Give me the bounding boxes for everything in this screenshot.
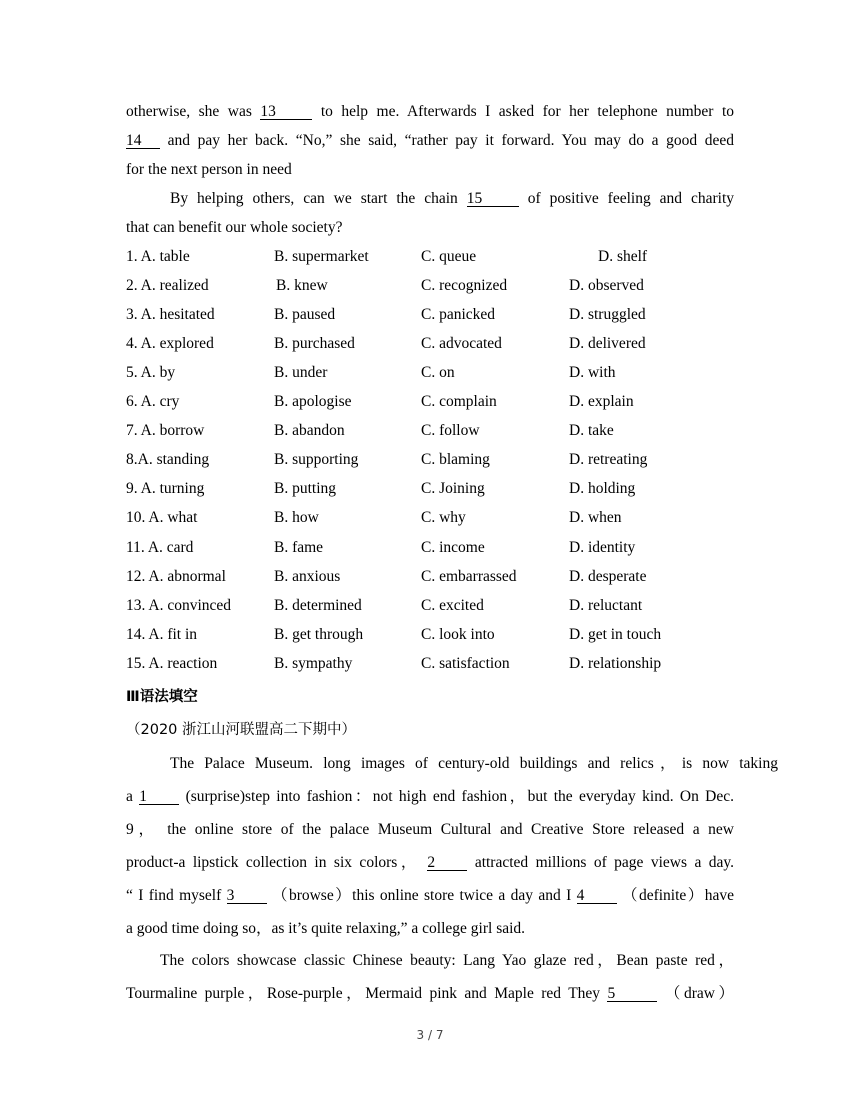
passage-line-5: that can benefit our whole society? xyxy=(126,219,343,236)
option-q7-a: 7. A. borrow xyxy=(126,422,205,440)
option-q1-c: C. queue xyxy=(421,248,477,265)
option-q5-b: B. under xyxy=(274,364,328,382)
passage-line-4 xyxy=(126,190,734,208)
blank-5: 5 xyxy=(607,986,657,1002)
grammar-line-8 xyxy=(126,981,734,1003)
option-q4-d: D. delivered xyxy=(569,335,646,353)
option-q2-c: C. recognized xyxy=(421,277,508,295)
page-number: 3 / 7 xyxy=(416,1028,444,1042)
option-q10-b: B. how xyxy=(274,509,319,527)
passage-line-3: for the next person in need xyxy=(126,161,292,178)
grammar-line-5 xyxy=(126,883,734,905)
grammar-text: a xyxy=(126,788,133,805)
grammar-line-7: The colors showcase classic Chinese beauty: Lang Yao glaze red，Bean paste red， xyxy=(160,952,734,969)
option-q1-a: 1. A. table xyxy=(126,248,190,265)
option-q15-a: 15. A. reaction xyxy=(126,654,218,672)
option-q13-d: D. reluctant xyxy=(569,596,643,614)
option-q14-d: D. get in touch xyxy=(569,625,662,643)
option-q12-b: B. anxious xyxy=(274,567,341,585)
option-q3-a: 3. A. hesitated xyxy=(126,306,215,324)
grammar-line-1: The Palace Museum. long images of century-old buildings and relics，is now taking xyxy=(170,755,778,772)
option-q11-a: 11. A. card xyxy=(126,538,194,556)
option-q11-b: B. fame xyxy=(274,538,324,556)
option-q5-c: C. on xyxy=(421,364,455,382)
grammar-text: (surprise)step into fashion：not high end fashion，but the everyday kind. On Dec. xyxy=(185,788,735,805)
grammar-text: （browse）this online store twice a day and I xyxy=(271,887,572,904)
option-q11-d: D. identity xyxy=(569,538,636,556)
option-q4-b: B. purchased xyxy=(274,335,355,353)
option-q9-a: 9. A. turning xyxy=(126,480,205,498)
option-q15-d: D. relationship xyxy=(569,654,662,672)
grammar-text: product-a lipstick collection in six colors， xyxy=(126,854,420,871)
passage-text: to help me. Afterwards I asked for her telephone number to xyxy=(320,103,734,120)
option-q8-b: B. supporting xyxy=(274,451,359,469)
option-q10-c: C. why xyxy=(421,509,466,527)
passage-text: otherwise, she was xyxy=(126,103,252,120)
option-q2-d: D. observed xyxy=(569,277,644,295)
option-q6-d: D. explain xyxy=(569,393,634,411)
blank-1: 1 xyxy=(139,789,179,805)
option-q15-b: B. sympathy xyxy=(274,654,353,672)
option-q5-a: 5. A. by xyxy=(126,364,176,382)
option-q7-d: D. take xyxy=(569,422,614,440)
option-q12-a: 12. A. abnormal xyxy=(126,567,226,585)
passage-line-1 xyxy=(126,103,734,121)
grammar-line-6: a good time doing so，as it’s quite relaxing,” a college girl said. xyxy=(126,920,526,937)
blank-13: 13 xyxy=(260,104,312,120)
option-q14-a: 14. A. fit in xyxy=(126,625,198,643)
section-source: （2020 浙江山河联盟高二下期中） xyxy=(126,722,357,738)
passage-line-2 xyxy=(126,132,734,150)
option-q6-b: B. apologise xyxy=(274,393,352,411)
option-q4-c: C. advocated xyxy=(421,335,502,353)
option-q9-d: D. holding xyxy=(569,480,636,498)
blank-14: 14 xyxy=(126,133,160,149)
option-q13-c: C. excited xyxy=(421,596,484,614)
grammar-text: “ I find myself xyxy=(126,887,222,904)
section-heading: Ⅲ语法填空 xyxy=(126,689,198,705)
passage-text: of positive feeling and charity xyxy=(527,190,735,207)
grammar-text: （draw） xyxy=(664,985,735,1002)
grammar-text: （definite）have xyxy=(621,887,735,904)
option-q11-c: C. income xyxy=(421,538,485,556)
option-q3-b: B. paused xyxy=(274,306,336,324)
option-q6-c: C. complain xyxy=(421,393,497,411)
option-q13-a: 13. A. convinced xyxy=(126,596,232,614)
option-q4-a: 4. A. explored xyxy=(126,335,214,353)
option-q9-c: C. Joining xyxy=(421,480,485,498)
option-q12-c: C. embarrassed xyxy=(421,567,517,585)
option-q7-c: C. follow xyxy=(421,422,480,440)
option-q8-c: C. blaming xyxy=(421,451,490,469)
passage-text: and pay her back. “No,” she said, “rather pay it forward. You may do a good deed xyxy=(167,132,735,149)
option-q13-b: B. determined xyxy=(274,596,362,614)
option-q6-a: 6. A. cry xyxy=(126,393,180,411)
grammar-text: Tourmaline purple，Rose-purple，Mermaid pink and Maple red They xyxy=(126,985,601,1002)
option-q1-b: B. supermarket xyxy=(274,248,369,265)
option-q1-d: D. shelf xyxy=(598,248,648,265)
blank-4: 4 xyxy=(577,888,617,904)
passage-text: By helping others, can we start the chain xyxy=(170,190,458,207)
option-q9-b: B. putting xyxy=(274,480,337,498)
blank-3: 3 xyxy=(227,888,267,904)
option-q2-b: B. knew xyxy=(276,277,328,295)
option-q3-d: D. struggled xyxy=(569,306,646,324)
option-q14-b: B. get through xyxy=(274,625,364,643)
option-q8-a: 8.A. standing xyxy=(126,451,210,469)
grammar-line-4 xyxy=(126,850,734,872)
option-q5-d: D. with xyxy=(569,364,616,382)
option-q7-b: B. abandon xyxy=(274,422,345,440)
option-q2-a: 2. A. realized xyxy=(126,277,209,295)
option-q10-d: D. when xyxy=(569,509,622,527)
option-q12-d: D. desperate xyxy=(569,567,647,585)
grammar-text: attracted millions of page views a day. xyxy=(474,854,735,871)
option-q8-d: D. retreating xyxy=(569,451,648,469)
blank-15: 15 xyxy=(467,191,519,207)
option-q14-c: C. look into xyxy=(421,625,495,643)
grammar-line-3: 9， the online store of the palace Museum Cultural and Creative Store released a new xyxy=(126,821,734,838)
grammar-line-2 xyxy=(126,784,734,806)
option-q10-a: 10. A. what xyxy=(126,509,198,527)
blank-2: 2 xyxy=(427,855,467,871)
option-q3-c: C. panicked xyxy=(421,306,496,324)
option-q15-c: C. satisfaction xyxy=(421,654,510,672)
